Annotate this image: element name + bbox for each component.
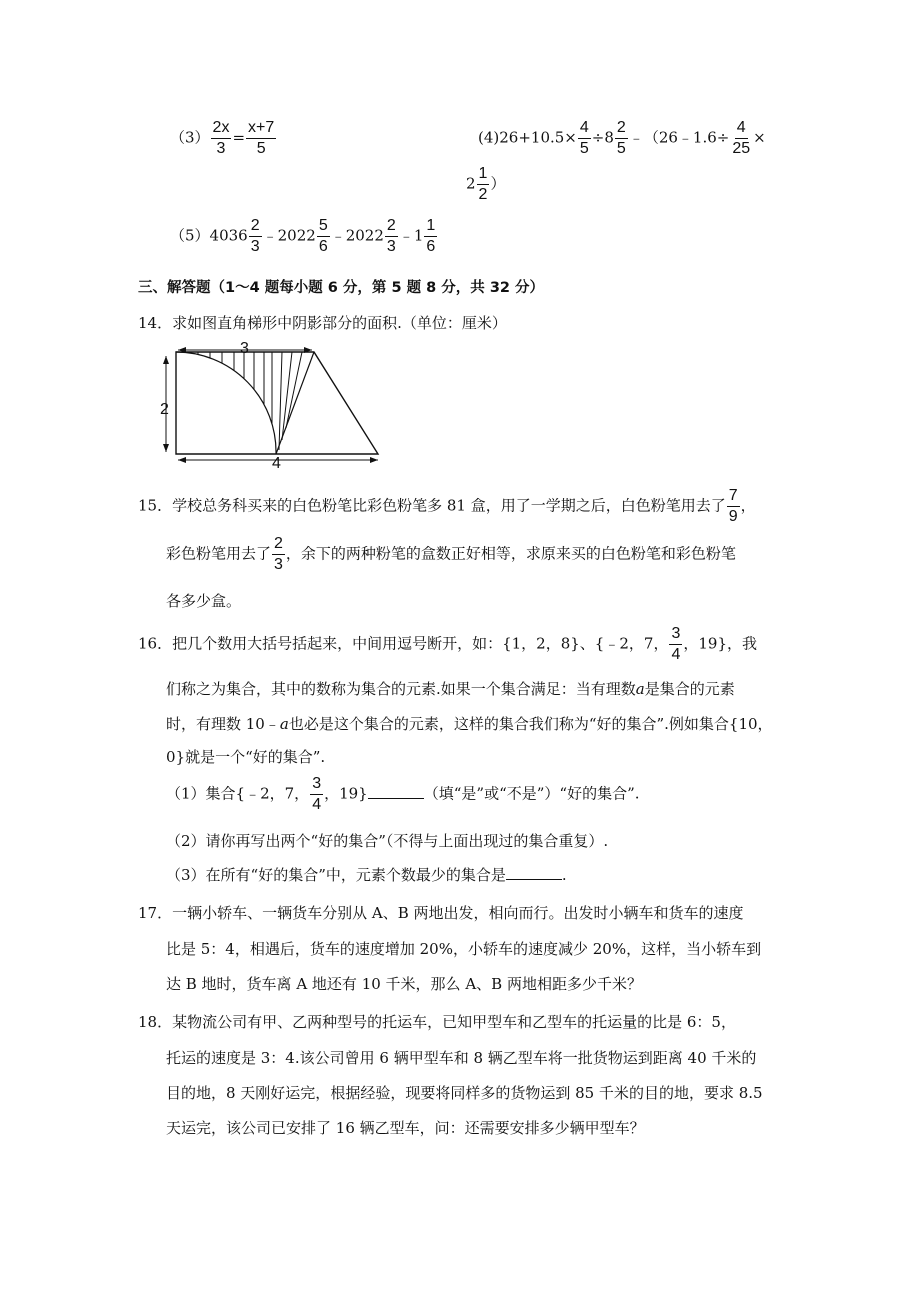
expr-text: 2 (466, 174, 476, 193)
numerator: 3 (669, 626, 682, 645)
calc-item-4 (478, 120, 766, 157)
text: 彩色粉笔用去了 (166, 544, 272, 563)
text: 16．把几个数用大括号括起来，中间用逗号断开，如：{1，2，8}、{﹣2，7， (138, 634, 669, 653)
fraction (310, 776, 323, 813)
fraction (424, 218, 437, 255)
denominator: 6 (318, 238, 328, 255)
trapezoid-outline (176, 352, 378, 454)
calc-item-3 (170, 120, 277, 157)
expr-text: × (753, 128, 766, 147)
text: 是集合的元素 (644, 680, 735, 698)
expr-text: ﹣2022 (330, 226, 384, 245)
question-18-line3: 目的地，8 天刚好运完，根据经验，现要将同样多的货物运到 85 千米的目的地，要求 8.5 (166, 1084, 763, 1102)
text: 也必是这个集合的元素，这样的集合我们称为“好的集合”.例如集合{10， (288, 715, 773, 733)
fraction (578, 120, 591, 157)
text: ，19}，我 (683, 634, 757, 653)
trapezoid-figure (158, 340, 386, 468)
answer-blank[interactable] (506, 865, 562, 880)
question-14: 14．求如图直角梯形中阴影部分的面积.（单位：厘米） (138, 314, 507, 332)
numerator: 4 (735, 120, 748, 139)
text: （3）在所有“好的集合”中，元素个数最少的集合是 (166, 866, 506, 884)
calc-item-5 (170, 218, 438, 255)
text: ，余下的两种粉笔的盒数正好相等，求原来买的白色粉笔和彩色粉笔 (285, 544, 736, 563)
label-top: 3 (240, 340, 249, 357)
question-15-line3: 各多少盒。 (166, 592, 242, 610)
text: ，19} (324, 784, 368, 803)
numerator: 4 (578, 120, 591, 139)
numerator: 2x (211, 120, 232, 139)
text: ， (740, 496, 756, 515)
fraction (615, 120, 628, 157)
answer-blank[interactable] (368, 784, 424, 799)
fraction (249, 218, 262, 255)
question-16-line4: 0}就是一个“好的集合”. (166, 748, 326, 766)
equals-sign: = (232, 128, 246, 147)
text: 15．学校总务科买来的白色粉笔比彩色粉笔多 81 盒，用了一学期之后，白色粉笔用去了 (138, 496, 726, 515)
denominator: 3 (250, 238, 260, 255)
denominator: 3 (216, 140, 226, 157)
question-16-sub2: （2）请你再写出两个“好的集合”（不得与上面出现过的集合重复）. (166, 832, 609, 850)
denominator: 9 (728, 508, 738, 525)
fraction (477, 166, 490, 203)
expr-text: ﹣2022 (262, 226, 316, 245)
question-16-line1 (138, 626, 757, 663)
numerator: 2 (385, 218, 398, 237)
numerator: 2 (615, 120, 628, 139)
question-16-line2 (166, 678, 735, 699)
fraction (727, 488, 740, 525)
denominator: 4 (671, 646, 681, 663)
numerator: 5 (317, 218, 330, 237)
numerator: 1 (424, 218, 437, 237)
numerator: 3 (310, 776, 323, 795)
numerator: 7 (727, 488, 740, 507)
question-17-line2: 比是 5：4，相遇后，货车的速度增加 20%，小轿车的速度减少 20%，这样，当小轿车到 (166, 940, 762, 958)
question-18-line1: 18．某物流公司有甲、乙两种型号的托运车，已知甲型车和乙型车的托运量的比是 6：5， (138, 1013, 736, 1031)
question-16-line3 (166, 713, 773, 734)
expr-text: （5）4036 (170, 226, 248, 245)
fraction (246, 120, 276, 157)
numerator: x+7 (246, 120, 276, 139)
fraction (317, 218, 330, 255)
expr-text: ÷8 (591, 128, 614, 147)
fraction (211, 120, 232, 157)
question-16-sub1 (166, 776, 640, 813)
quarter-arc (176, 352, 276, 454)
denominator: 3 (274, 556, 283, 573)
denominator: 5 (579, 140, 589, 157)
denominator: 5 (256, 140, 266, 157)
denominator: 5 (616, 140, 626, 157)
shaded-region (198, 352, 302, 450)
item-label: （3） (170, 128, 210, 147)
numerator: 2 (272, 536, 285, 555)
numerator: 2 (249, 218, 262, 237)
fraction (385, 218, 398, 255)
question-17-line1: 17．一辆小轿车、一辆货车分别从 A、B 两地出发，相向而行。出发时小辆车和货车的速度 (138, 904, 744, 922)
expr-text: ﹣1 (398, 226, 424, 245)
text: 们称之为集合，其中的数称为集合的元素.如果一个集合满足：当有理数 (166, 680, 636, 698)
denominator: 6 (426, 238, 436, 255)
question-15-line1 (138, 488, 756, 525)
section-heading: 三、解答题（1～4 题每小题 6 分，第 5 题 8 分，共 32 分） (138, 280, 545, 296)
expr-text: ﹣（26﹣1.6÷ (628, 128, 730, 147)
question-17-line3: 达 B 地时，货车离 A 地还有 10 千米，那么 A、B 两地相距多少千米？ (166, 975, 642, 993)
variable: a (635, 680, 645, 698)
question-16-sub3 (166, 864, 567, 885)
question-18-line2: 托运的速度是 3：4.该公司曾用 6 辆甲型车和 8 辆乙型车将一批货物运到距离 40 千米的 (166, 1049, 757, 1067)
expr-text: ） (490, 174, 506, 193)
label-bottom: 4 (272, 455, 281, 468)
numerator: 1 (477, 166, 490, 185)
fraction (669, 626, 682, 663)
text: （填“是”或“不是”）“好的集合”. (423, 784, 640, 803)
denominator: 3 (386, 238, 396, 255)
variable: a (279, 715, 289, 733)
text: （1）集合{﹣2，7， (166, 784, 310, 803)
denominator: 25 (732, 140, 751, 157)
expr-text: (4)26+10.5× (478, 128, 577, 147)
fraction (730, 120, 752, 157)
denominator: 4 (312, 796, 322, 813)
fraction (272, 536, 285, 573)
label-left: 2 (160, 401, 169, 418)
question-15-line2 (166, 536, 736, 573)
text: . (561, 866, 567, 884)
question-18-line4: 天运完，该公司已安排了 16 辆乙型车，问：还需要安排多少辆甲型车？ (166, 1119, 645, 1137)
calc-item-4-continued (466, 166, 505, 203)
denominator: 2 (478, 186, 488, 203)
text: 时，有理数 10﹣ (166, 715, 280, 733)
